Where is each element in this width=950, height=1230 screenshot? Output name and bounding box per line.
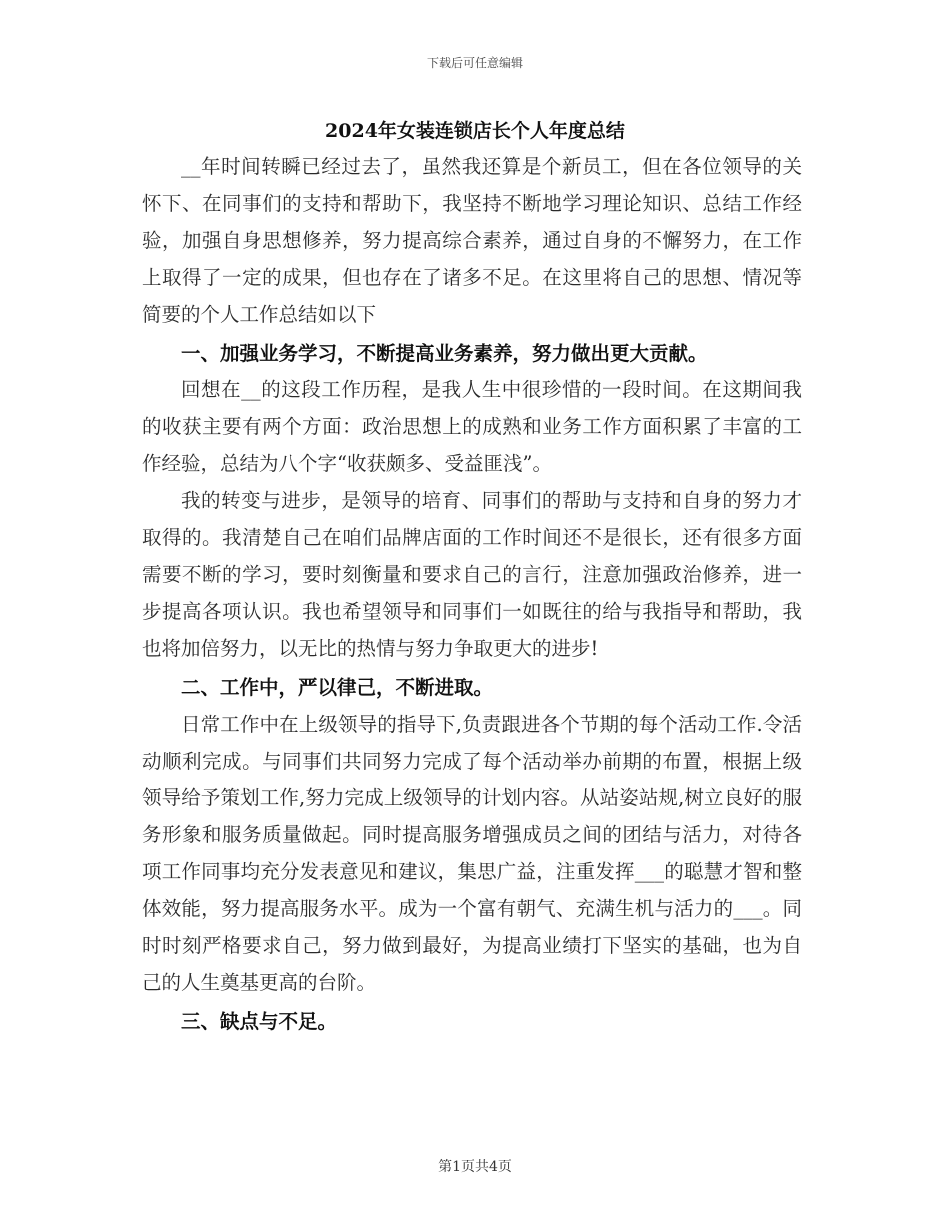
body-paragraph: 我的转变与进步，是领导的培育、同事们的帮助与支持和自身的努力才取得的。我清楚自己在咱们品牌店面的工作时间还不是很长，还有很多方面需要不断的学习，要时刻衡量和要求自己的言行，注意加强政治修养，进一步提高各项认识。我也希望领导和同事们一如既往的给与我指导和帮助，我也将加倍努力，以无比的热情与努力争取更大的进步! [142, 489, 802, 660]
page-footer: 第1页共4页 [438, 1159, 512, 1175]
body-paragraph: __年时间转瞬已经过去了，虽然我还算是个新员工，但在各位领导的关怀下、在同事们的支持和帮助下，我坚持不断地学习理论知识、总结工作经验，加强自身思想修养，努力提高综合素养，通过自身的不懈努力，在工作上取得了一定的成果，但也存在了诸多不足。在这里将自己的思想、情况等简要的个人工作总结如以下 [142, 155, 802, 326]
header-note: 下载后可任意编辑 [426, 56, 523, 70]
document-title: 2024年女装连锁店长个人年度总结 [325, 120, 625, 142]
body-paragraph: 回想在__的这段工作历程，是我人生中很珍惜的一段时间。在这期间我的收获主要有两个方面：政治思想上的成熟和业务工作方面积累了丰富的工作经验，总结为八个字“收获颇多、受益匪浅”。 [142, 378, 802, 476]
body-paragraph: 日常工作中在上级领导的指导下,负责跟进各个节期的每个活动工作.令活动顺利完成。与同事们共同努力完成了每个活动举办前期的布置，根据上级领导给予策划工作,努力完成上级领导的计划内容。从站姿站规,树立良好的服务形象和服务质量做起。同时提高服务增强成员之间的团结与活力，对待各项工作同事均充分发表意见和建议，集思广益，注重发挥___的聪慧才智和整体效能，努力提高服务水平。成为一个富有朝气、充满生机与活力的___。同时时刻严格要求自己，努力做到最好，为提高业绩打下坚实的基础，也为自己的人生奠基更高的台阶。 [142, 712, 802, 994]
section-heading: 一、加强业务学习，不断提高业务素养，努力做出更大贡献。 [181, 341, 708, 365]
section-heading: 二、工作中，严以律己，不断进取。 [181, 675, 494, 699]
section-heading: 三、缺点与不足。 [181, 1009, 338, 1033]
document-body [142, 149, 802, 1041]
